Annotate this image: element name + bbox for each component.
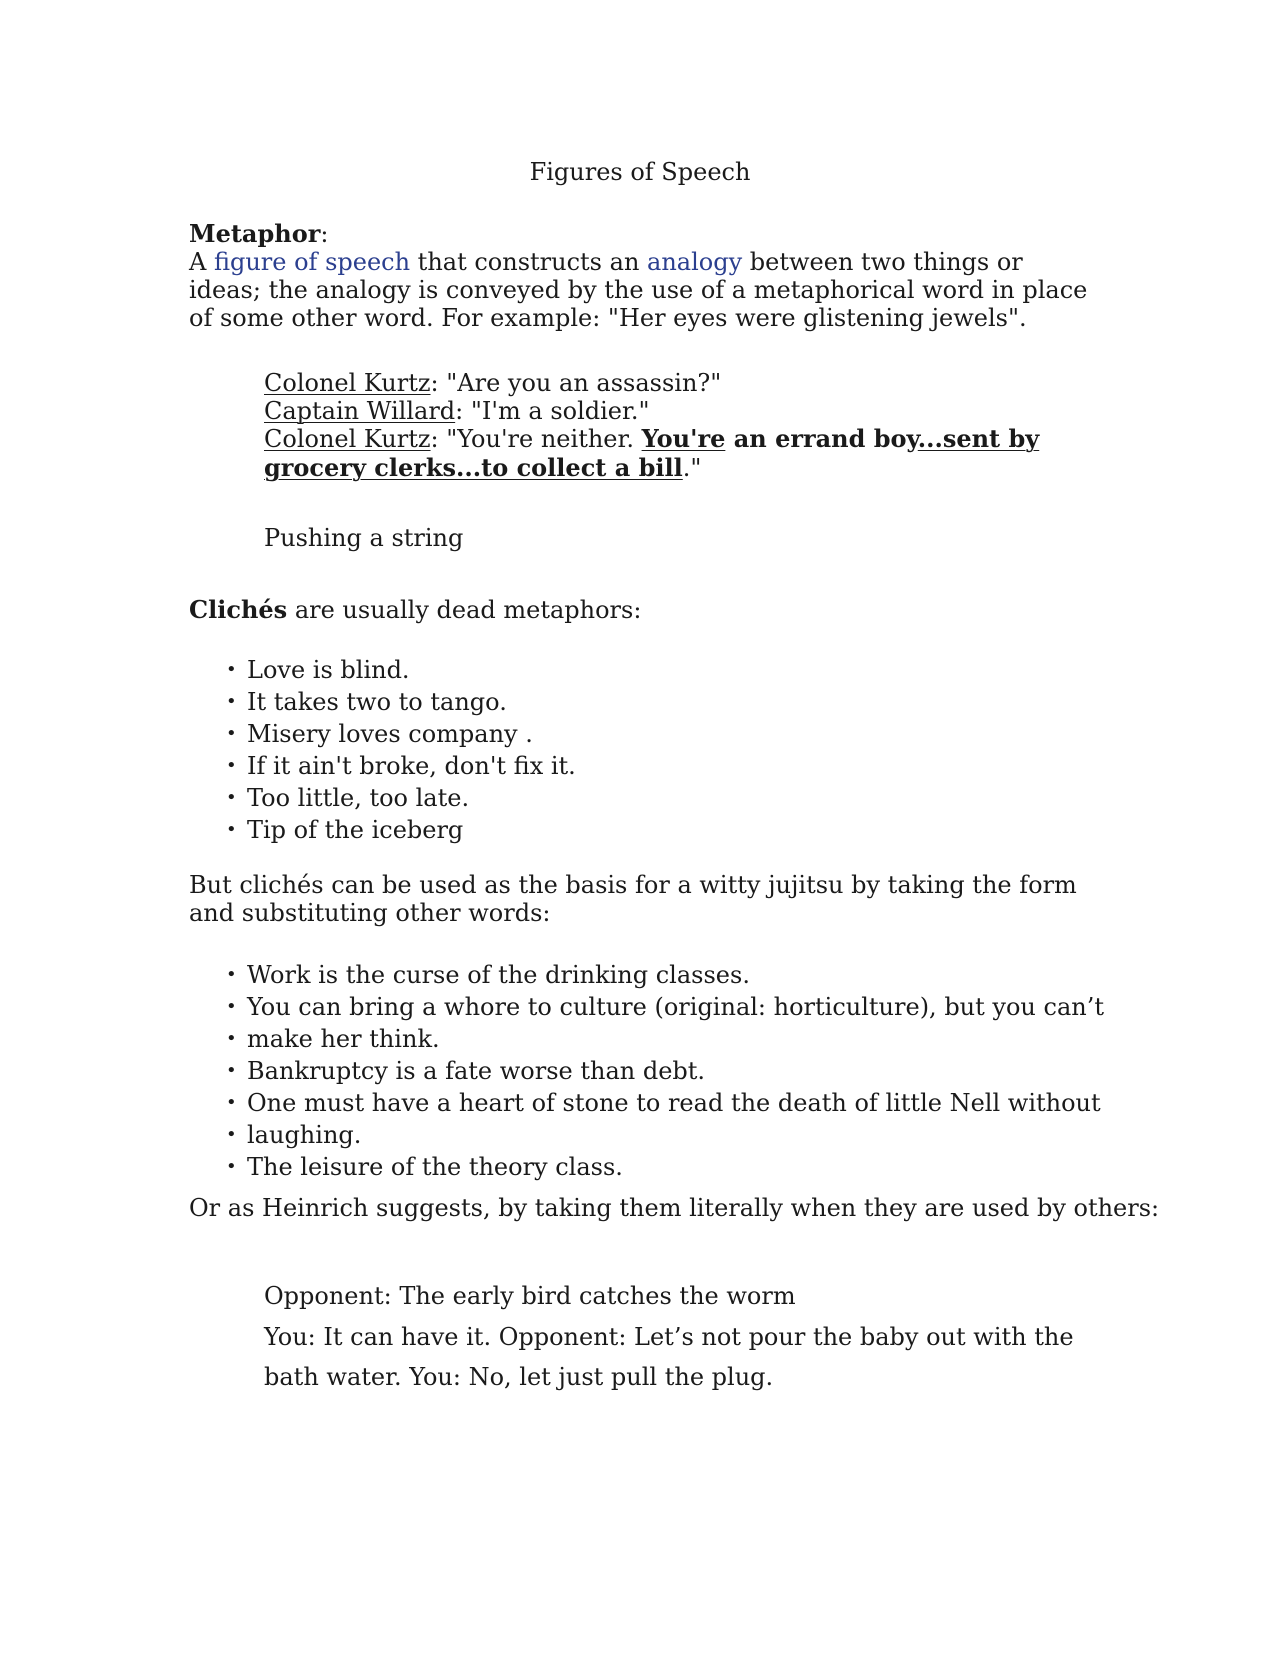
list-item-text: Love is blind. [247,656,410,684]
bullet-icon: • [226,1028,237,1049]
quote-end: ." [682,453,702,482]
metaphor-section [189,220,1089,332]
quote-bold-3: ...sent by grocery clerks...to collect a bill [264,424,1040,482]
list-item-text: laughing. [247,1121,362,1149]
list-item [226,654,1106,686]
list-item [226,959,1106,991]
bullet-icon: • [226,755,237,776]
list-item-text: One must have a heart of stone to read the death of little Nell without [247,1089,1101,1117]
list-item [226,718,1106,750]
quote-text-2: : "I'm a soldier." [455,396,650,425]
list-item-text: If it ain't broke, don't fix it. [247,752,576,780]
list-item [226,1023,1106,1055]
dialog-line-2: You: It can have it. Opponent: Let’s not pour the baby out with the bath water. You: No, let just pull the plug. [264,1322,1074,1391]
list-item-text: Tip of the iceberg [247,816,464,844]
bullet-icon: • [226,819,237,840]
page-title: Figures of Speech [529,158,751,186]
kurtz-quote [264,370,1084,482]
bullet-icon: • [226,964,237,985]
metaphor-definition [189,248,1089,332]
bullet-icon: • [226,1092,237,1113]
list-item-text: Work is the curse of the drinking classes. [247,961,750,989]
list-item-text: It takes two to tango. [247,688,507,716]
list-item [226,991,1106,1023]
list-item [226,1087,1106,1119]
quote-line-1 [264,370,1084,398]
bullet-icon: • [226,659,237,680]
list-item-text: You can bring a whore to culture (original: horticulture), but you can’t [247,993,1104,1021]
analogy-link[interactable]: analogy [647,248,743,276]
metaphor-heading-colon: : [320,220,329,248]
definition-mid: that constructs an [410,248,648,276]
list-item [226,1055,1106,1087]
quote-line-3 [264,425,1084,482]
bullet-icon: • [226,691,237,712]
list-item-text: Too little, too late. [247,784,470,812]
cliches-intro-text: are usually dead metaphors: [287,596,642,624]
bullet-icon: • [226,1156,237,1177]
list-item [226,814,1106,846]
quote-bold-2: an errand boy [725,424,918,453]
speaker-kurtz-2: Colonel Kurtz [264,425,431,453]
cliches-heading: Clichés [189,595,288,624]
bullet-icon: • [226,1060,237,1081]
definition-post: between two things or ideas; the analogy is conveyed by the use of a metaphorical word in place of some other word. For example: "Her eyes were glistening jewels". [189,248,1088,332]
speaker-willard: Captain Willard [264,396,456,425]
quote-text-3: : "You're neither. [430,425,642,453]
list-item-text: make her think. [247,1025,440,1053]
dialog-block [264,1276,1084,1398]
jujitsu-list [226,959,1106,1183]
metaphor-heading [189,220,1089,248]
definition-pre: A [189,248,214,276]
cliches-intro [189,596,1089,624]
bullet-icon: • [226,1124,237,1145]
quote-bold-1: You're [641,424,726,453]
list-item [226,1119,1106,1151]
bullet-icon: • [226,996,237,1017]
cliches-list [226,654,1106,846]
metaphor-heading-text: Metaphor [189,219,321,248]
quote-text-1: : "Are you an assassin?" [430,369,722,397]
pushing-string: Pushing a string [264,524,464,552]
list-item-text: Bankruptcy is a fate worse than debt. [247,1057,706,1085]
list-item-text: The leisure of the theory class. [247,1153,623,1181]
bullet-icon: • [226,723,237,744]
dialog-line-1: Opponent: The early bird catches the worm [264,1282,796,1310]
jujitsu-intro: But clichés can be used as the basis for a witty jujitsu by taking the form and substituting other words: [189,871,1077,927]
list-item [226,750,1106,782]
bullet-icon: • [226,787,237,808]
list-item [226,782,1106,814]
heinrich-paragraph: Or as Heinrich suggests, by taking them literally when they are used by others: [189,1194,1160,1222]
quote-line-2 [264,398,1084,426]
speaker-kurtz: Colonel Kurtz [264,369,431,397]
list-item [226,686,1106,718]
figure-of-speech-link[interactable]: figure of speech [213,248,411,276]
list-item [226,1151,1106,1183]
list-item-text: Misery loves company . [247,720,533,748]
